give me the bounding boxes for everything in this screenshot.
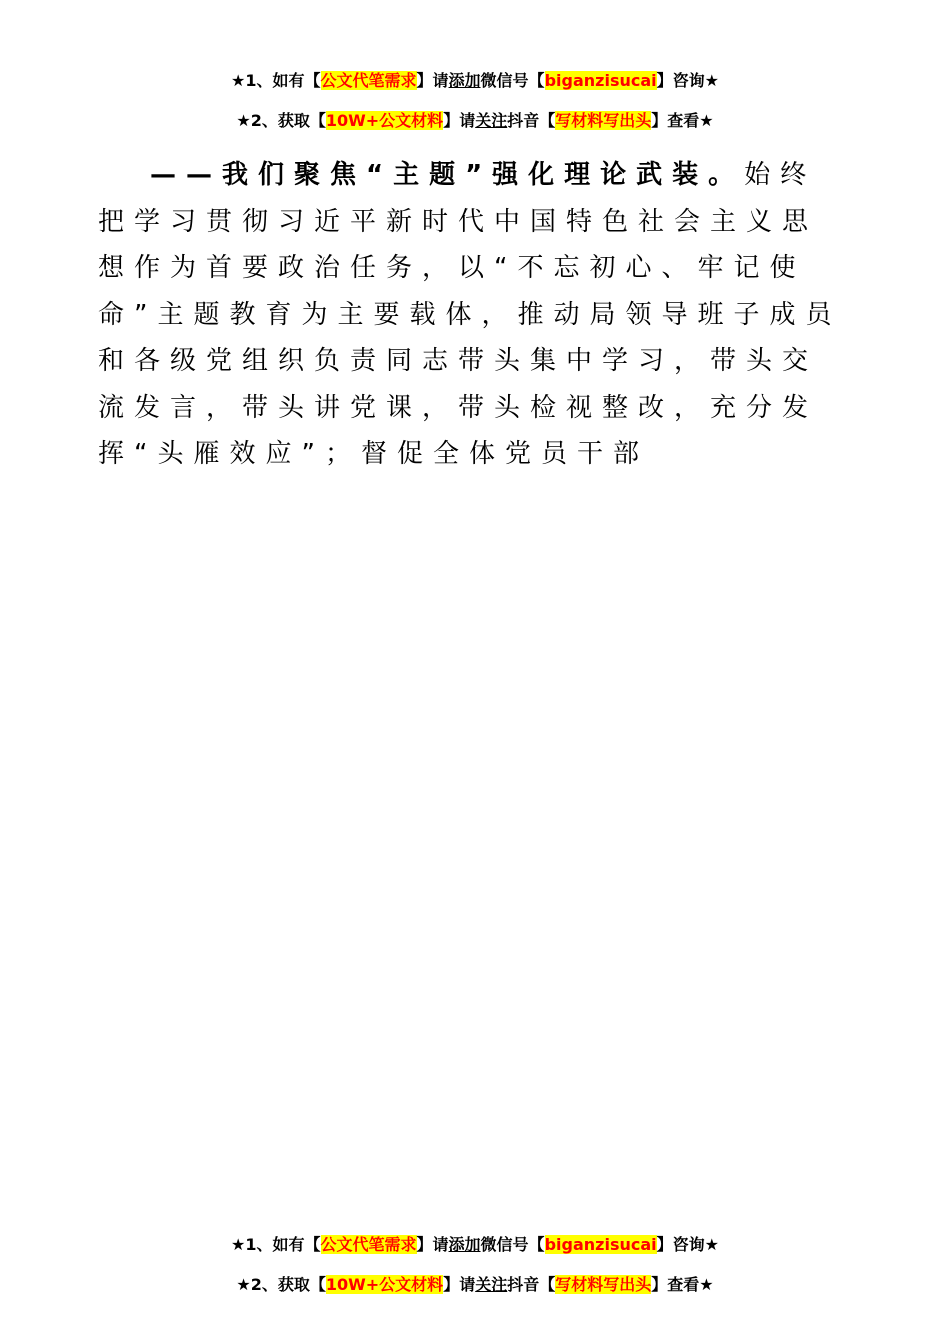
notice-highlight-wechat-id: biganzisucai xyxy=(544,1235,657,1254)
notice-text: 抖音【 xyxy=(507,111,556,130)
notice-emphasis: 关注 xyxy=(475,111,508,130)
notice-suffix: 】查看★ xyxy=(651,1275,714,1294)
notice-prefix: ★2、获取【 xyxy=(236,111,326,130)
notice-emphasis: 关注 xyxy=(475,1275,508,1294)
notice-text: 】请 xyxy=(416,71,449,90)
notice-text: 微信号【 xyxy=(480,71,545,90)
notice-highlight-service: 公文代笔需求 xyxy=(320,1235,417,1254)
header-notice-line-2 xyxy=(0,110,950,132)
notice-text: 抖音【 xyxy=(507,1275,556,1294)
notice-highlight-service: 公文代笔需求 xyxy=(320,71,417,90)
notice-emphasis: 添加 xyxy=(448,71,481,90)
notice-highlight-materials: 10W+公文材料 xyxy=(325,111,444,130)
header-notice-line-1 xyxy=(0,70,950,92)
notice-emphasis: 添加 xyxy=(448,1235,481,1254)
notice-highlight-materials: 10W+公文材料 xyxy=(325,1275,444,1294)
notice-highlight-wechat-id: biganzisucai xyxy=(544,71,657,90)
notice-suffix: 】咨询★ xyxy=(656,1235,719,1254)
notice-suffix: 】查看★ xyxy=(651,111,714,130)
footer-notice-line-2 xyxy=(0,1274,950,1296)
notice-text: 】请 xyxy=(443,1275,476,1294)
notice-prefix: ★1、如有【 xyxy=(231,71,321,90)
footer-notice-line-1 xyxy=(0,1234,950,1256)
document-paragraph xyxy=(98,152,848,478)
notice-highlight-douyin-id: 写材料写出头 xyxy=(555,1275,652,1294)
notice-text: 】请 xyxy=(416,1235,449,1254)
notice-suffix: 】咨询★ xyxy=(656,71,719,90)
notice-text: 】请 xyxy=(443,111,476,130)
notice-highlight-douyin-id: 写材料写出头 xyxy=(555,111,652,130)
notice-text: 微信号【 xyxy=(480,1235,545,1254)
notice-prefix: ★1、如有【 xyxy=(231,1235,321,1254)
paragraph-body: 始终把学习贯彻习近平新时代中国特色社会主义思想作为首要政治任务，以“不忘初心、牢记使命”主题教育为主要载体，推动局领导班子成员和各级党组织负责同志带头集中学习，带头交流发言，带头讲党课，带头检视整改，充分发挥“头雁效应”；督促全体党员干部 xyxy=(98,160,842,469)
notice-prefix: ★2、获取【 xyxy=(236,1275,326,1294)
paragraph-lead-heading: ——我们聚焦“主题”强化理论武装。 xyxy=(150,160,745,190)
